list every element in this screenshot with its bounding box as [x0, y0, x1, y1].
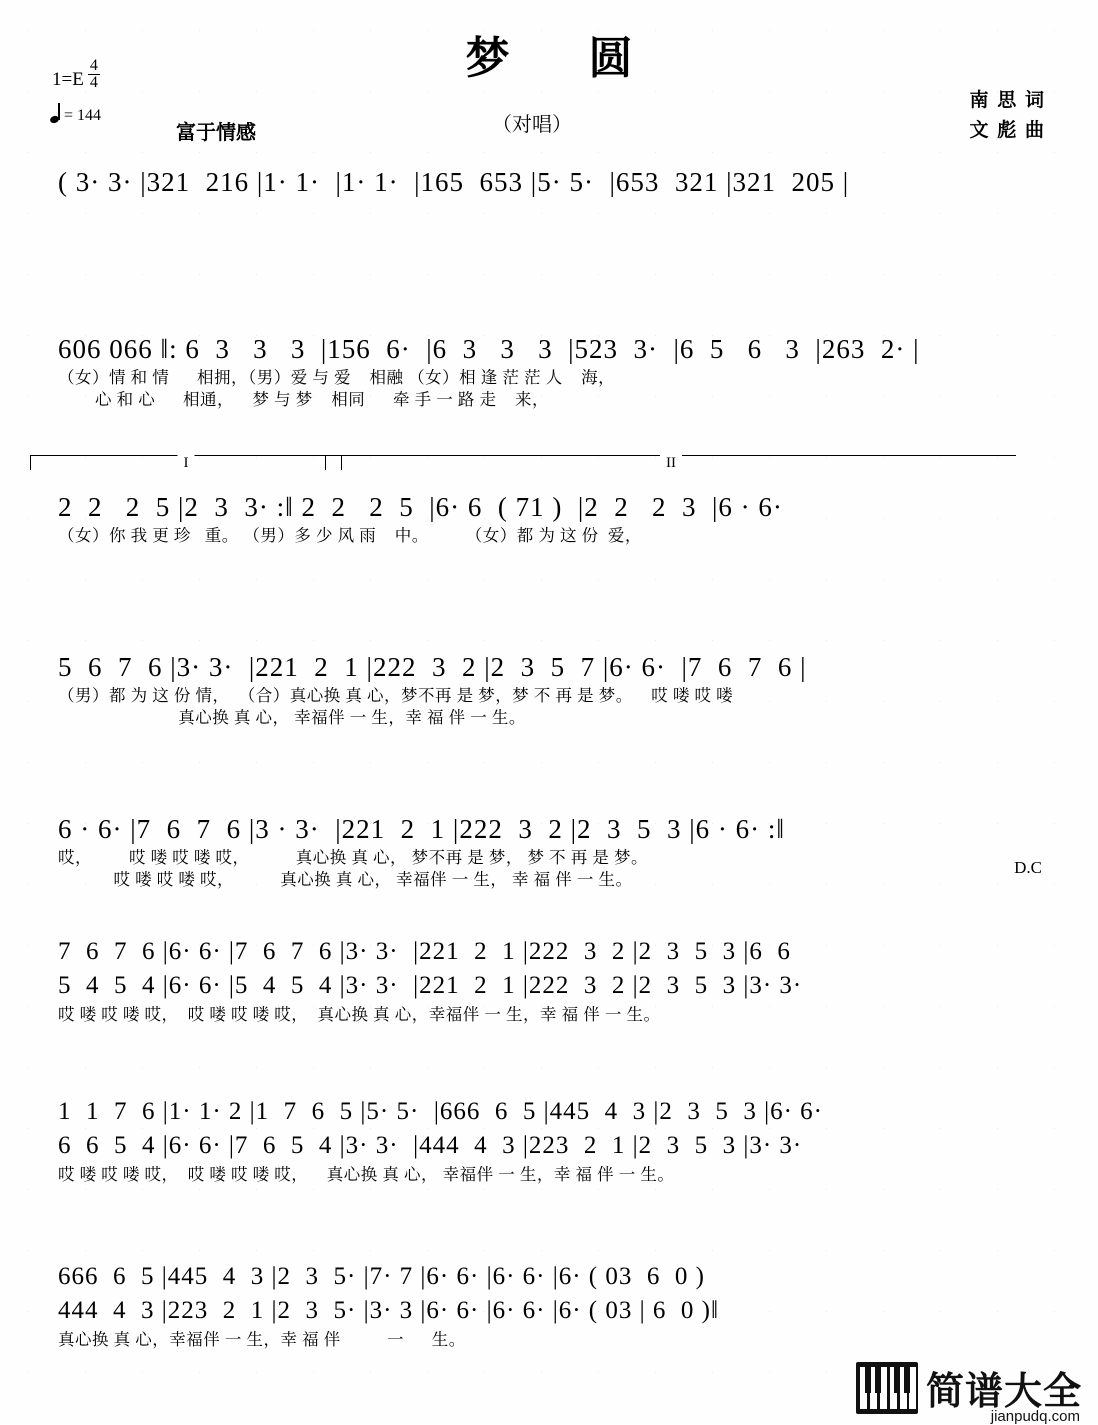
volta-brackets — [0, 455, 1098, 475]
lyrics-line-1: 哎 喽 哎 喽 哎， 哎 喽 哎 喽 哎， 真心换 真 心， 幸福伴 一 生，幸 福 伴 一 生。 — [58, 1165, 675, 1184]
lyrics-line-1: 哎， 哎 喽 哎 喽 哎， 真心换 真 心， 梦不再 是 梦， 梦 不 再 是 梦。 — [58, 848, 648, 867]
composer-credit: 文 彪 曲 — [969, 120, 1046, 141]
piano-icon — [856, 1362, 918, 1414]
volta-2-bracket — [325, 455, 1016, 470]
music-system-intro — [0, 165, 1098, 199]
volta-1-bracket — [30, 455, 342, 470]
notation-line: 5 6 7 6 |3· 3· |221 2 1 |222 3 2 |2 3 5 7 |6· 6· |7 6 7 6 | — [58, 652, 807, 682]
tempo-marking — [50, 106, 101, 125]
key-signature-label: 1=E — [52, 69, 84, 90]
notation-line-upper: 666 6 5 |445 4 3 |2 3 5· |7· 7 |6· 6· |6· 6· |6· ( 03 6 0 ) — [58, 1263, 705, 1290]
notation-line-lower: 444 4 3 |223 2 1 |2 3 5· |3· 3 |6· 6· |6· 6· |6· ( 03 | 6 0 )‖ — [58, 1297, 719, 1324]
notation-line: 2 2 2 5 |2 3 3· :‖ 2 2 2 5 |6· 6 ( 71 ) |2 2 2 3 |6 · 6· — [58, 492, 783, 522]
expression-marking: 富于情感 — [176, 122, 256, 144]
lyrics-line-2: 真心换 真 心， 幸福伴 一 生，幸 福 伴 一 生。 — [58, 708, 526, 727]
key-signature — [52, 58, 100, 91]
form-label: （对唱） — [492, 114, 572, 136]
notation-line: ( 3· 3· |321 216 |1· 1· |1· 1· |165 653 |5· 5· |653 321 |321 205 | — [58, 167, 850, 197]
page-title: 梦 圆 — [465, 34, 667, 83]
music-system-two-part-2 — [0, 1095, 1098, 1187]
time-signature-denominator: 4 — [89, 74, 98, 91]
notation-line-upper: 7 6 7 6 |6· 6· |7 6 7 6 |3· 3· |221 2 1 |222 3 2 |2 3 5 3 |6 6 — [58, 938, 791, 965]
lyrics-line-1: 真心换 真 心，幸福伴 一 生，幸 福 伴 一 生。 — [58, 1330, 466, 1349]
notation-line-upper: 1 1 7 6 |1· 1· 2 |1 7 6 5 |5· 5· |666 6 5 |445 4 3 |2 3 5 3 |6· 6· — [58, 1098, 823, 1125]
lyrics-line-2: 哎 喽 哎 喽 哎， 真心换 真 心， 幸福伴 一 生， 幸 福 伴 一 生。 — [58, 870, 633, 889]
music-system-verse-1 — [0, 332, 1098, 412]
lyrics-line-2: 心 和 心 相通， 梦 与 梦 相同 牵 手 一 路 走 来， — [58, 390, 549, 409]
site-watermark — [856, 1360, 1082, 1415]
site-url: jianpudq.com — [990, 1408, 1080, 1425]
music-system-two-part-3 — [0, 1260, 1098, 1352]
notation-line-lower: 5 4 5 4 |6· 6· |5 4 5 4 |3· 3· |221 2 1 |222 3 2 |2 3 5 3 |3· 3· — [58, 972, 803, 999]
site-name: 简谱大全 — [925, 1371, 1082, 1413]
volta-1-label: I — [178, 455, 195, 472]
quarter-note-icon — [50, 106, 64, 124]
dc-marking: D.C — [1014, 858, 1042, 877]
volta-2-label: II — [660, 455, 682, 472]
music-system-two-part-1 — [0, 935, 1098, 1027]
lyrics-line-1: （男）都 为 这 份 情， （合）真心换 真 心，梦不再 是 梦，梦 不 再 是 梦。 哎 喽 哎 喽 — [58, 686, 734, 705]
notation-line: 6 · 6· |7 6 7 6 |3 · 3· |221 2 1 |222 3 2 |2 3 5 3 |6 · 6· :‖ — [58, 814, 785, 844]
tempo-value: = 144 — [64, 107, 102, 124]
music-system-verse-3 — [0, 650, 1098, 730]
notation-line-lower: 6 6 5 4 |6· 6· |7 6 5 4 |3· 3· |444 4 3 |223 2 1 |2 3 5 3 |3· 3· — [58, 1132, 803, 1159]
lyricist-credit: 南 思 词 — [969, 90, 1046, 111]
lyrics-line-1: （女）情 和 情 相拥，（男）爱 与 爱 相融 （女）相 逢 茫 茫 人 海， — [58, 368, 616, 387]
credits — [969, 86, 1046, 146]
lyrics-line-1: （女）你 我 更 珍 重。 （男）多 少 风 雨 中。 （女）都 为 这 份 爱， — [58, 526, 642, 545]
time-signature — [88, 58, 100, 91]
notation-line: 606 066 ‖: 6 3 3 3 |156 6· |6 3 3 3 |523 3· |6 5 6 3 |263 2· | — [58, 334, 920, 364]
lyrics-line-1: 哎 喽 哎 喽 哎， 哎 喽 哎 喽 哎， 真心换 真 心，幸福伴 一 生，幸 福 伴 一 生。 — [58, 1005, 661, 1024]
music-system-verse-4 — [0, 812, 1098, 892]
music-system-verse-2 — [0, 490, 1098, 548]
time-signature-numerator: 4 — [89, 57, 98, 74]
